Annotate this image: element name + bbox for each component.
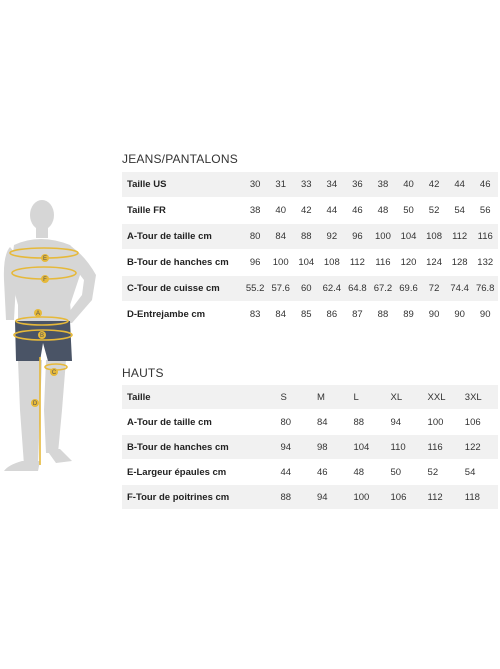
table-cell: 112 <box>447 224 473 250</box>
row-label: F-Tour de poitrines cm <box>122 485 277 510</box>
table-row <box>122 385 498 410</box>
table-cell: 124 <box>421 250 447 276</box>
marker-a: A <box>35 311 41 317</box>
marker-e: E <box>42 256 48 262</box>
table-cell: 87 <box>345 302 371 328</box>
table-cell: 112 <box>345 250 371 276</box>
row-label: Taille US <box>122 172 242 198</box>
table-cell: 84 <box>268 302 294 328</box>
table-cell: 116 <box>472 224 498 250</box>
table-cell: 33 <box>293 172 319 198</box>
table-cell: 54 <box>447 198 473 224</box>
table-cell: 50 <box>396 198 422 224</box>
table-cell: 92 <box>319 224 345 250</box>
table-cell: 52 <box>424 460 461 485</box>
table-cell: 48 <box>370 198 396 224</box>
table-cell: 36 <box>345 172 371 198</box>
marker-b: B <box>39 333 45 339</box>
table-cell: 106 <box>461 410 498 435</box>
row-label: D-Entrejambe cm <box>122 302 242 328</box>
table-cell: 74.4 <box>447 276 473 302</box>
table-cell: 38 <box>370 172 396 198</box>
table-cell: 83 <box>242 302 268 328</box>
table-cell: 116 <box>370 250 396 276</box>
table-row <box>122 302 498 328</box>
table-cell: 50 <box>387 460 424 485</box>
table-row <box>122 198 498 224</box>
table-cell: 69.6 <box>396 276 422 302</box>
table-row <box>122 410 498 435</box>
marker-c: C <box>51 370 57 376</box>
table-cell: 46 <box>345 198 371 224</box>
table-cell: 98 <box>313 435 349 460</box>
shorts <box>15 321 72 361</box>
table-cell: 122 <box>461 435 498 460</box>
table-row <box>122 485 498 510</box>
table-cell: 52 <box>421 198 447 224</box>
table-cell: 104 <box>293 250 319 276</box>
jeans-section-title: JEANS/PANTALONS <box>122 152 238 166</box>
table-cell: 85 <box>293 302 319 328</box>
table-cell: 88 <box>293 224 319 250</box>
table-cell: 104 <box>396 224 422 250</box>
table-cell: 57.6 <box>268 276 294 302</box>
table-row <box>122 435 498 460</box>
table-cell: 132 <box>472 250 498 276</box>
table-cell: 108 <box>421 224 447 250</box>
table-cell: 44 <box>319 198 345 224</box>
table-cell: M <box>313 385 349 410</box>
body-measurement-figure <box>0 195 112 485</box>
table-cell: 46 <box>472 172 498 198</box>
row-label: Taille <box>122 385 277 410</box>
tops-size-table <box>122 385 498 510</box>
table-row <box>122 460 498 485</box>
table-cell: 90 <box>472 302 498 328</box>
table-row <box>122 224 498 250</box>
table-cell: 34 <box>319 172 345 198</box>
table-cell: 106 <box>387 485 424 510</box>
table-cell: 88 <box>277 485 313 510</box>
row-label: A-Tour de taille cm <box>122 224 242 250</box>
table-cell: 88 <box>349 410 386 435</box>
table-cell: 96 <box>242 250 268 276</box>
table-cell: 67.2 <box>370 276 396 302</box>
table-cell: 112 <box>424 485 461 510</box>
table-cell: 94 <box>313 485 349 510</box>
table-cell: 128 <box>447 250 473 276</box>
row-label: Taille FR <box>122 198 242 224</box>
table-cell: 100 <box>370 224 396 250</box>
table-cell: 3XL <box>461 385 498 410</box>
table-cell: 108 <box>319 250 345 276</box>
table-cell: 116 <box>424 435 461 460</box>
table-row <box>122 172 498 198</box>
table-cell: 42 <box>293 198 319 224</box>
table-cell: XL <box>387 385 424 410</box>
table-cell: 44 <box>447 172 473 198</box>
table-cell: 89 <box>396 302 422 328</box>
row-label: E-Largeur épaules cm <box>122 460 277 485</box>
table-cell: 94 <box>277 435 313 460</box>
row-label: B-Tour de hanches cm <box>122 250 242 276</box>
jeans-size-table <box>122 172 498 328</box>
table-cell: 94 <box>387 410 424 435</box>
table-cell: 90 <box>447 302 473 328</box>
table-cell: S <box>277 385 313 410</box>
table-cell: 76.8 <box>472 276 498 302</box>
marker-d: D <box>32 401 38 407</box>
table-cell: 48 <box>349 460 386 485</box>
table-cell: 96 <box>345 224 371 250</box>
table-cell: 60 <box>293 276 319 302</box>
table-cell: 40 <box>268 198 294 224</box>
table-cell: 84 <box>268 224 294 250</box>
tops-section-title: HAUTS <box>122 366 164 380</box>
table-cell: 55.2 <box>242 276 268 302</box>
table-cell: 100 <box>424 410 461 435</box>
table-cell: 44 <box>277 460 313 485</box>
table-cell: 42 <box>421 172 447 198</box>
table-cell: L <box>349 385 386 410</box>
table-cell: 56 <box>472 198 498 224</box>
table-cell: 100 <box>349 485 386 510</box>
table-cell: 118 <box>461 485 498 510</box>
table-cell: 104 <box>349 435 386 460</box>
table-cell: 31 <box>268 172 294 198</box>
table-cell: 72 <box>421 276 447 302</box>
table-cell: 88 <box>370 302 396 328</box>
table-cell: 90 <box>421 302 447 328</box>
table-row <box>122 276 498 302</box>
table-cell: 46 <box>313 460 349 485</box>
row-label: B-Tour de hanches cm <box>122 435 277 460</box>
table-cell: 100 <box>268 250 294 276</box>
table-cell: 40 <box>396 172 422 198</box>
marker-f: F <box>43 277 47 283</box>
table-cell: 30 <box>242 172 268 198</box>
table-cell: 110 <box>387 435 424 460</box>
table-cell: 84 <box>313 410 349 435</box>
row-label: C-Tour de cuisse cm <box>122 276 242 302</box>
table-cell: 80 <box>242 224 268 250</box>
row-label: A-Tour de taille cm <box>122 410 277 435</box>
table-cell: XXL <box>424 385 461 410</box>
table-cell: 38 <box>242 198 268 224</box>
table-cell: 80 <box>277 410 313 435</box>
table-cell: 86 <box>319 302 345 328</box>
table-cell: 64.8 <box>345 276 371 302</box>
table-row <box>122 250 498 276</box>
table-cell: 54 <box>461 460 498 485</box>
table-cell: 62.4 <box>319 276 345 302</box>
table-cell: 120 <box>396 250 422 276</box>
